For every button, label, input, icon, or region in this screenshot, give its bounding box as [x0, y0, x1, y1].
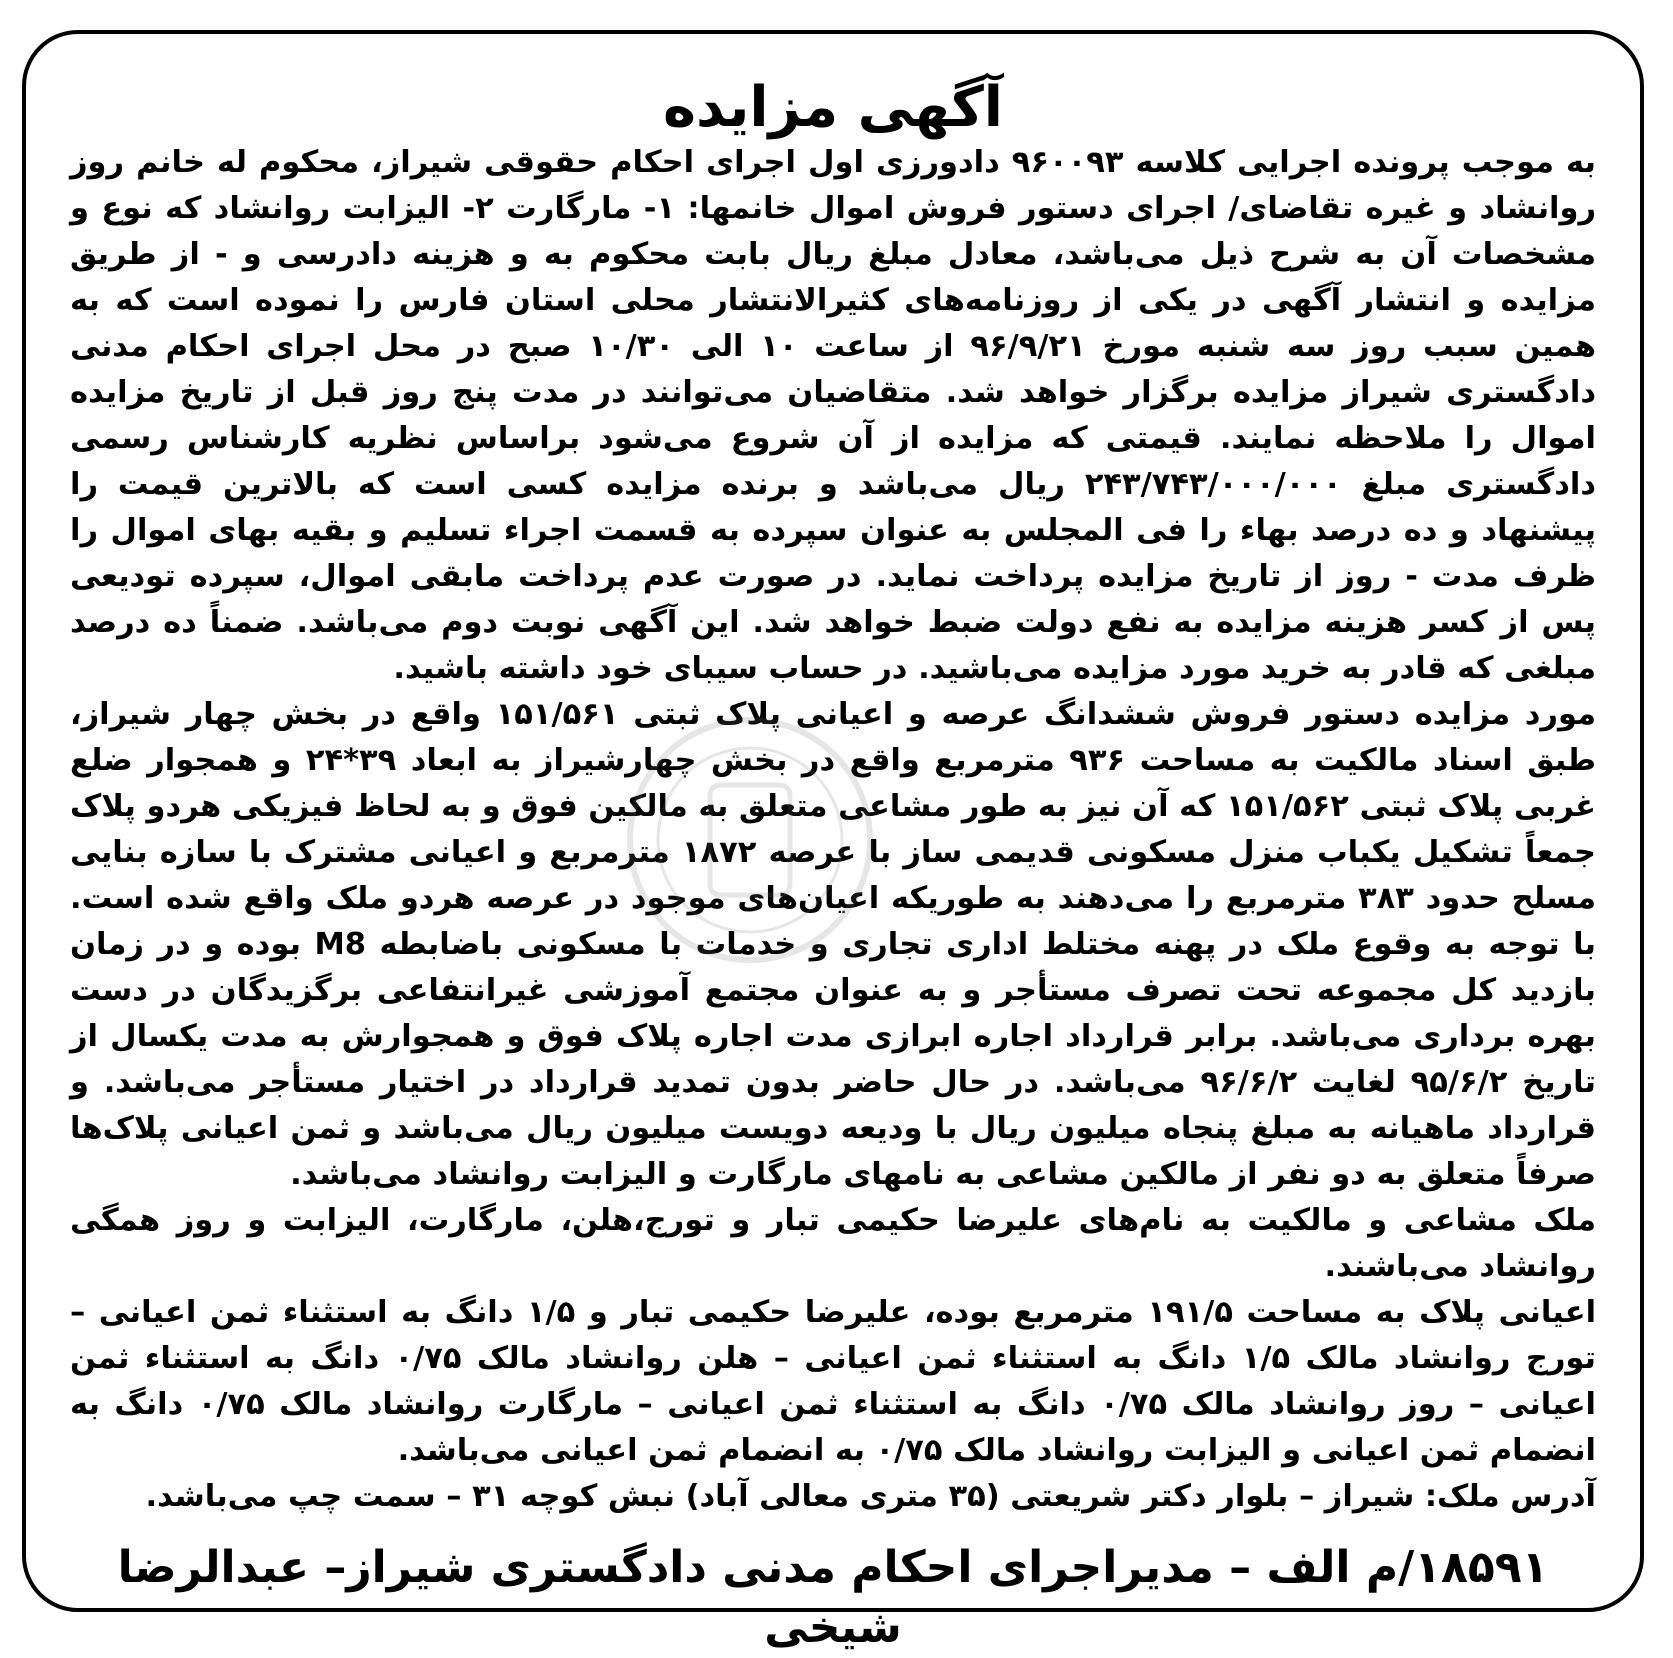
notice-paragraph-4: اعیانی پلاک به مساحت ۱۹۱/۵ مترمربع بوده، علیرضا حکیمی تبار و ۱/۵ دانگ به استثناء ثمن اعیانی – تورج روانشاد مالک ۱/۵ دانگ به استثناء ثمن اعیانی – هلن روانشاد مالک ۰/۷۵ دانگ به استثناء ثمن اعیانی – روز روانشاد مالک ۰/۷۵ دانگ به استثناء ثمن اعیانی – مارگارت روانشاد مالک ۰/۷۵ دانگ به انضمام ثمن اعیانی و الیزابت روانشاد مالک ۰/۷۵ به انضمام ثمن اعیانی می‌باشد.: [70, 1295, 1597, 1468]
notice-signature: ۱۸۵۹۱/م الف – مدیراجرای احکام مدنی دادگستری شیراز– عبدالرضا شیخی: [117, 1542, 1549, 1653]
notice-frame: [22, 30, 1644, 1653]
notice-paragraph-2: مورد مزایده دستور فروش ششدانگ عرصه و اعیانی پلاک ثبتی ۱۵۱/۵۶۱ واقع در بخش چهار شیراز، طبق اسناد مالکیت به مساحت ۹۳۶ مترمربع واقع در بخش چهارشیراز به ابعاد ۳۹*۲۴ و همجوار ضلع غربی پلاک ثبتی ۱۵۱/۵۶۲ که آن نیز به طور مشاعی متعلق به مالکین فوق و به لحاظ فیزیکی هردو پلاک جمعاً تشکیل یکباب منزل مسکونی قدیمی ساز با عرصه ۱۸۷۲ مترمربع و اعیانی مشترک با سازه بنایی مسلح حدود ۳۸۳ مترمربع را می‌دهند به طوریکه اعیان‌های موجود در عرصه هردو ملک واقع شده است. با توجه به وقوع ملک در پهنه مختلط اداری تجاری و خدمات با مسکونی باضابطه M8 بوده و در زمان بازدید کل مجموعه تحت تصرف مستأجر و به عنوان مجتمع آموزشی غیرانتفاعی برگزیدگان در دست بهره برداری می‌باشد. برابر قرارداد اجاره ابرازی مدت اجاره پلاک فوق و همجوارش به مدت یکسال از تاریخ ۹۵/۶/۲ لغایت ۹۶/۶/۲ می‌باشد. در حال حاضر بدون تمدید قرارداد در اختیار مستأجر می‌باشد. و قرارداد ماهیانه به مبلغ پنجاه میلیون ریال با ودیعه دویست میلیون ریال می‌باشد و ثمن اعیانی پلاک‌ها صرفاً متعلق به دو نفر از مالکین مشاعی به نامهای مارگارت و الیزابت روانشاد می‌باشد.: [70, 697, 1596, 1192]
notice-title: آگهی مزایده: [662, 75, 1004, 140]
notice-paragraph-5: آدرس ملک: شیراز – بلوار دکتر شریعتی (۳۵ متری معالی آباد) نبش کوچه ۳۱ – سمت چپ می‌باشد.: [145, 1479, 1596, 1514]
notice-paragraph-3: ملک مشاعی و مالکیت به نام‌های علیرضا حکیمی تبار و تورج،هلن، مارگارت، الیزابت و روز همگی روانشاد می‌باشند.: [70, 1203, 1596, 1284]
notice-paragraph-1: به موجب پرونده اجرایی کلاسه ۹۶۰۰۹۳ دادورزی اول اجرای احکام حقوقی شیراز، محکوم له خانم روز روانشاد و غیره تقاضای/ اجرای دستور فروش اموال خانمها: ۱- مارگارت ۲- الیزابت روانشاد که نوع و مشخصات آن به شرح ذیل می‌باشد، معادل مبلغ ریال بابت محکوم به و هزینه دادرسی و - از طریق مزایده و انتشار آگهی در یکی از روزنامه‌های کثیرالانتشار محلی استان فارس را نموده است که به همین سبب روز سه شنبه مورخ ۹۶/۹/۲۱ از ساعت ۱۰ الی ۱۰/۳۰ صبح در محل اجرای احکام مدنی دادگستری شیراز مزایده برگزار خواهد شد. متقاضیان می‌توانند در مدت پنج روز قبل از تاریخ مزایده اموال را ملاحظه نمایند. قیمتی که مزایده از آن شروع می‌شود براساس نظریه کارشناس رسمی دادگستری مبلغ ۲۴۳/۷۴۳/۰۰۰/۰۰۰ ریال می‌باشد و برنده مزایده کسی است که بالاترین قیمت را پیشنهاد و ده درصد بهاء را فی المجلس به عنوان سپرده به قسمت اجراء تسلیم و بقیه بهای اموال را ظرف مدت - روز از تاریخ مزایده پرداخت نماید. در صورت عدم پرداخت مابقی اموال، سپرده تودیعی پس از کسر هزینه مزایده به نفع دولت ضبط خواهد شد. این آگهی نوبت دوم می‌باشد. ضمناً ده درصد مبلغی که قادر به خرید مورد مزایده می‌باشید. در حساب سیبای خود داشته باشید.: [70, 145, 1597, 686]
